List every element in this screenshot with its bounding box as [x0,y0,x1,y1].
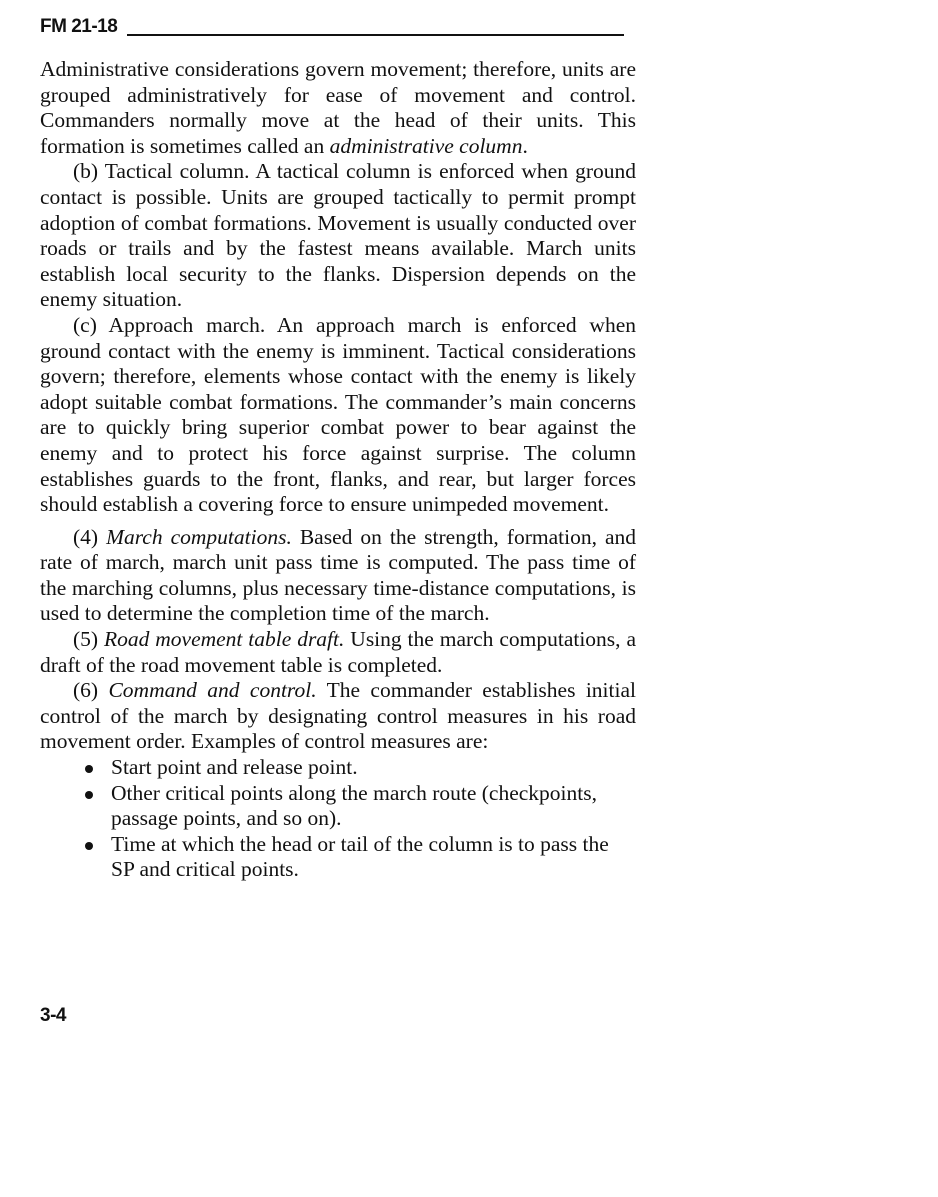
page-body [40,57,636,883]
paragraph-text: Administrative considerations govern movement; therefore, units are grouped administratively for ease of movement and control. Commanders normally move at the head of their units. This formation is sometimes called an [40,57,636,158]
list-item-text: Start point and release point. [111,755,358,780]
manual-number: FM 21-18 [40,16,118,37]
paragraph-title: Road movement table draft. [103,627,345,652]
paragraph-title: Command and control. [108,678,317,703]
list-item-text: Other critical points along the march route (checkpoints, passage points, and so on). [111,780,597,831]
control-measures-list [40,755,636,883]
list-item-text: Time at which the head or tail of the column is to pass the SP and critical points. [111,831,609,882]
paragraph-tactical-column: (b) Tactical column. A tactical column is enforced when ground contact is possible. Units are grouped tactically to permit prompt adoption of combat formations. Movement is usually conducted over roads or trails and by the fastest means available. March units establish local security to the flanks. Dispersion depends on the enemy situation. [40,159,636,312]
paragraph-title: March computations. [106,524,292,549]
bullet-icon [85,765,93,773]
paragraph-administrative-column [40,57,636,159]
paragraph-number: (5) [73,627,104,652]
paragraph-number: (4) [73,524,107,549]
paragraph-road-movement-table-draft [40,627,636,678]
paragraph-text: Using the march computations, a draft of the road movement table is completed. [40,627,636,677]
paragraph-emphasis: administrative column [329,133,523,158]
paragraph-text: Based on the strength, formation, and rate of march, march unit pass time is computed. The pass time of the marching columns, plus necessary time-distance computations, is used to determine the completion time of the march. [40,524,636,626]
paragraph-tail: . [522,133,528,158]
paragraph-march-computations [40,525,636,627]
list-item [40,832,636,883]
header-rule [127,34,624,36]
bullet-icon [85,791,93,799]
running-header [40,10,624,38]
paragraph-approach-march: (c) Approach march. An approach march is enforced when ground contact with the enemy is imminent. Tactical considerations govern; therefore, elements whose contact with the enemy is likely adopt suitable combat formations. The commander’s main concerns are to quickly bring superior combat power to bear against the enemy and to protect his force against surprise. The column establishes guards to the front, flanks, and rear, but larger forces should establish a covering force to ensure unimpeded movement. [40,312,636,517]
list-item [40,755,636,781]
page-number: 3-4 [40,1005,66,1026]
paragraph-text: The commander establishes initial control of the march by designating control measures in his road movement order. Examples of control measures are: [40,678,636,754]
list-item [40,781,636,832]
bullet-icon [85,842,93,850]
paragraph-number: (6) [73,678,109,703]
paragraph-command-and-control [40,678,636,755]
